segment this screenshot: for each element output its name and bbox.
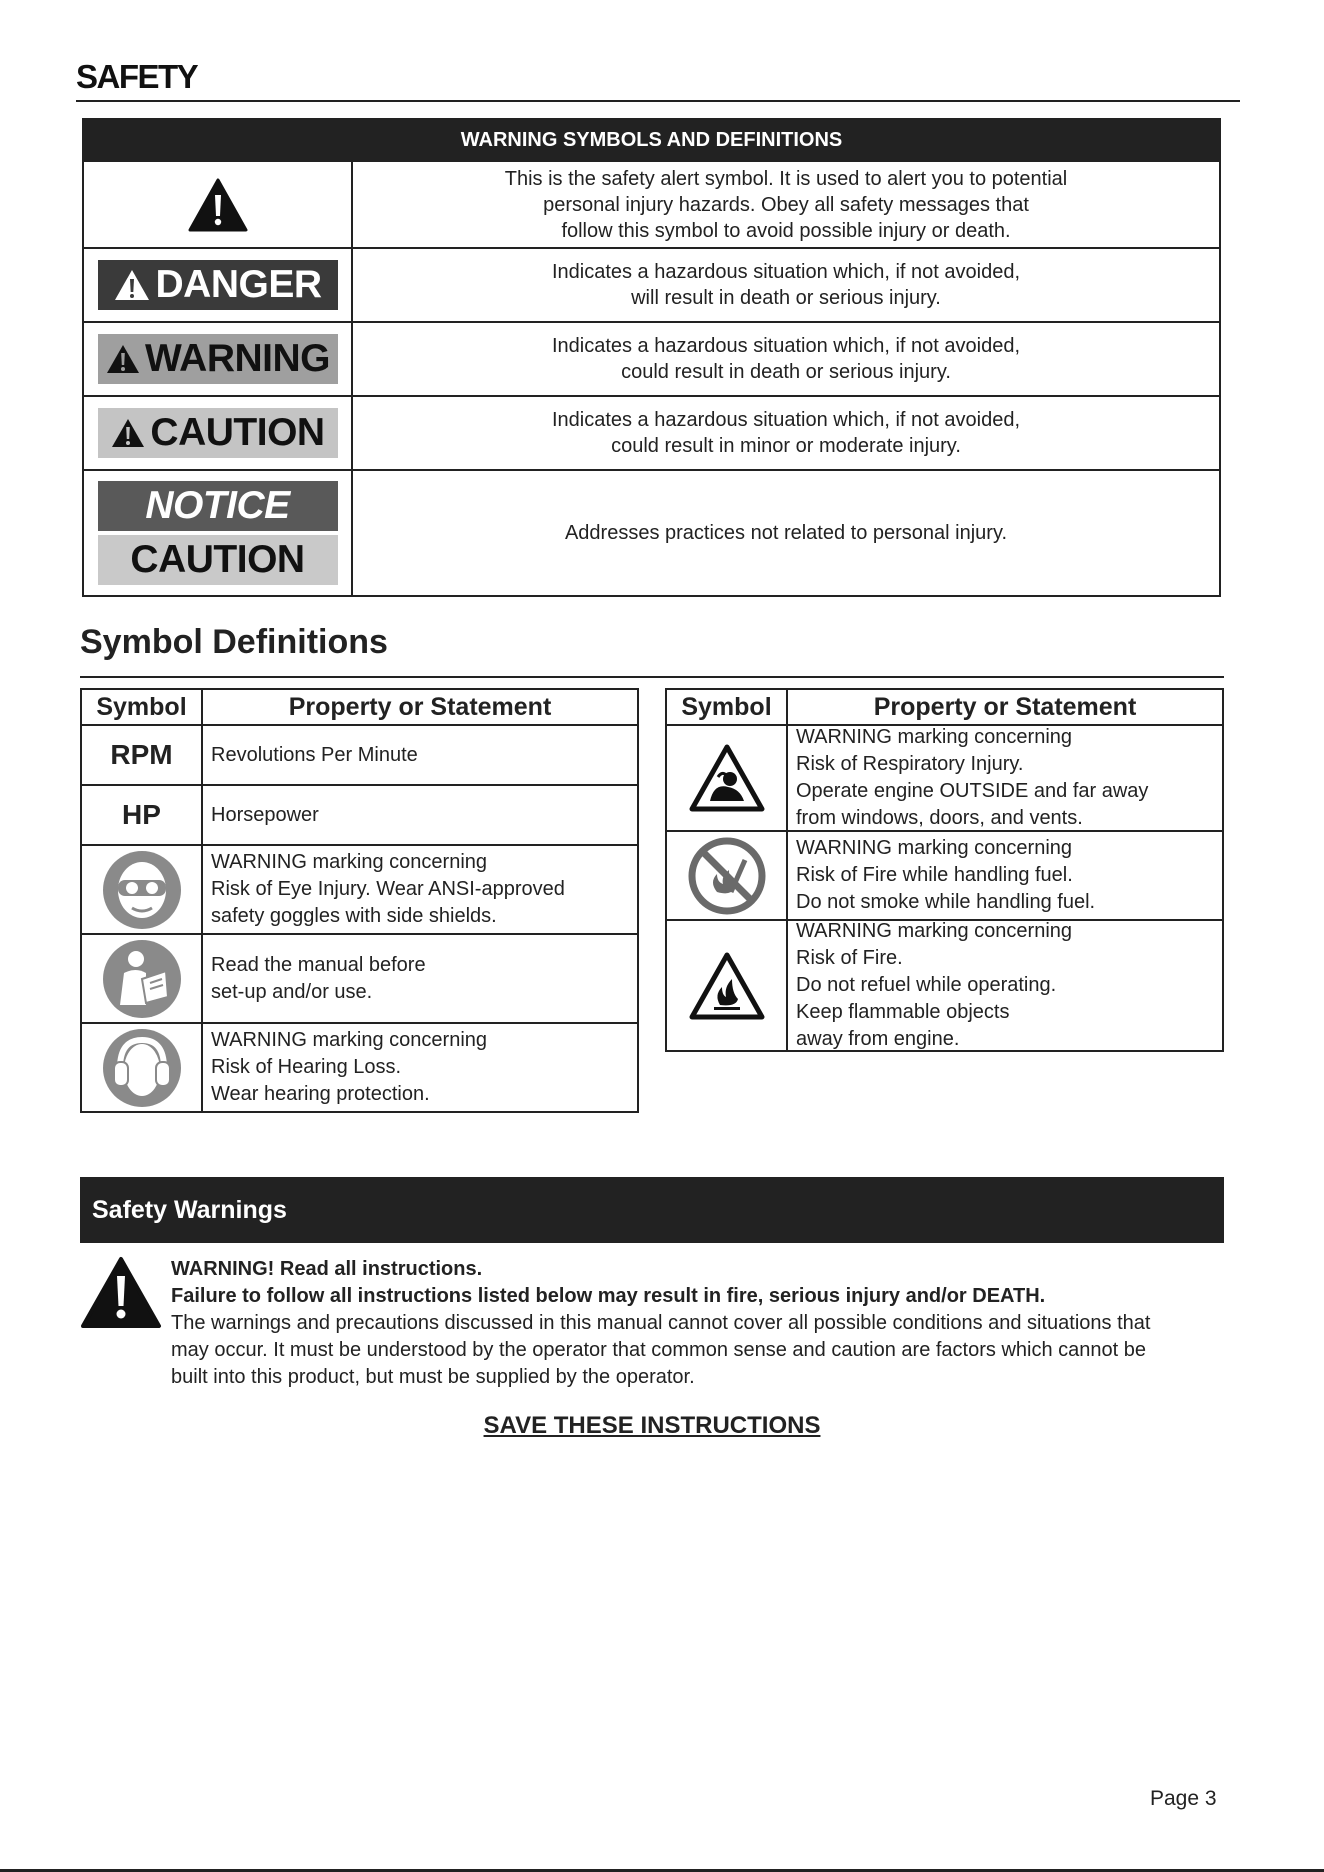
no-smoking-icon	[687, 836, 767, 916]
table-row	[82, 844, 637, 933]
danger-definition: Indicates a hazardous situation which, if not avoided, will result in death or serious injury.	[551, 261, 1021, 309]
hp-symbol: HP	[82, 786, 203, 844]
warning-label: WARNING	[145, 337, 330, 380]
page-title: SAFETY	[76, 58, 198, 95]
save-instructions: SAVE THESE INSTRUCTIONS	[483, 1412, 821, 1439]
danger-alert-icon	[113, 268, 151, 302]
table-row	[82, 724, 637, 784]
no-smoking-definition: WARNING marking concerning Risk of Fire while handling fuel. Do not smoke while handling fuel.	[796, 837, 1096, 913]
caution-row	[84, 395, 1219, 469]
hp-definition: Horsepower	[211, 803, 319, 826]
safety-alert-icon	[188, 178, 248, 232]
alert-definition: This is the safety alert symbol. It is used to alert you to potential personal injury hazards. Obey all safety messages that follow this symbol to avoid possible injury or death.	[504, 167, 1068, 242]
read-manual-icon	[102, 939, 182, 1019]
eye-protection-definition: WARNING marking concerning Risk of Eye Injury. Wear ANSI-approved safety goggles with side shields.	[211, 851, 565, 927]
safety-warnings-header: Safety Warnings	[80, 1177, 1224, 1243]
table-row	[667, 919, 1222, 1050]
alert-symbol-row	[84, 160, 1219, 247]
rpm-symbol: RPM	[82, 726, 203, 784]
hearing-protection-icon	[102, 1028, 182, 1108]
symbol-definitions-heading: Symbol Definitions	[80, 623, 388, 661]
notice-row	[84, 469, 1219, 595]
table-row	[82, 784, 637, 844]
warning-alert-icon	[105, 343, 141, 375]
warning-symbols-header: WARNING SYMBOLS AND DEFINITIONS	[84, 120, 1219, 160]
warning-signal-word	[98, 334, 338, 384]
symbol-column-header: Symbol	[667, 690, 788, 724]
warning-triangle-icon	[80, 1256, 162, 1330]
caution-definition: Indicates a hazardous situation which, if not avoided, could result in minor or moderate injury.	[551, 409, 1021, 457]
notice-definition: Addresses practices not related to personal injury.	[564, 522, 1008, 544]
property-column-header: Property or Statement	[288, 692, 552, 721]
hearing-protection-definition: WARNING marking concerning Risk of Hearing Loss. Wear hearing protection.	[211, 1029, 488, 1105]
eye-protection-icon	[102, 850, 182, 930]
caution-alert-icon	[110, 417, 146, 449]
symbol-definitions-table-left	[80, 688, 639, 1113]
title-divider	[76, 100, 1240, 102]
read-manual-definition: Read the manual before set-up and/or use.	[211, 953, 426, 1003]
rpm-definition: Revolutions Per Minute	[211, 743, 418, 766]
notice-signal-word: NOTICE	[98, 481, 338, 531]
page-number: Page 3	[1150, 1787, 1217, 1810]
warning-definition: Indicates a hazardous situation which, if not avoided, could result in death or serious injury.	[551, 335, 1021, 383]
flammable-definition: WARNING marking concerning Risk of Fire. Do not refuel while operating. Keep flammable objects away from engine.	[796, 920, 1073, 1050]
table-header	[667, 690, 1222, 724]
warning-row	[84, 321, 1219, 395]
danger-label: DANGER	[155, 263, 322, 306]
warning-symbols-table	[82, 118, 1221, 597]
respiratory-definition: WARNING marking concerning Risk of Respiratory Injury. Operate engine OUTSIDE and far away from windows, doors, and vents.	[796, 726, 1149, 829]
notice-caution-signal-word: CAUTION	[98, 535, 338, 585]
table-row	[82, 1022, 637, 1111]
table-row	[667, 830, 1222, 919]
symbol-definitions-divider	[80, 676, 1224, 678]
warning-failure-statement: Failure to follow all instructions listed below may result in fire, serious injury and/or DEATH.	[171, 1285, 1046, 1307]
danger-row	[84, 247, 1219, 321]
caution-signal-word	[98, 408, 338, 458]
table-row	[82, 933, 637, 1022]
property-column-header: Property or Statement	[873, 692, 1137, 721]
symbol-column-header: Symbol	[82, 690, 203, 724]
table-row	[667, 724, 1222, 830]
table-header	[82, 690, 637, 724]
flammable-hazard-icon	[688, 951, 766, 1021]
warning-read-instructions: WARNING! Read all instructions.	[171, 1258, 483, 1280]
symbol-definitions-table-right	[665, 688, 1224, 1052]
caution-label: CAUTION	[150, 411, 325, 454]
safety-warnings-text	[171, 1256, 1171, 1391]
warning-body: The warnings and precautions discussed in this manual cannot cover all possible conditions and situations that may occur. It must be understood by the operator that common sense and caution are factors which cannot be built into this product, but must be supplied by the operator.	[171, 1312, 1151, 1388]
respiratory-hazard-icon	[688, 743, 766, 813]
danger-signal-word	[98, 260, 338, 310]
